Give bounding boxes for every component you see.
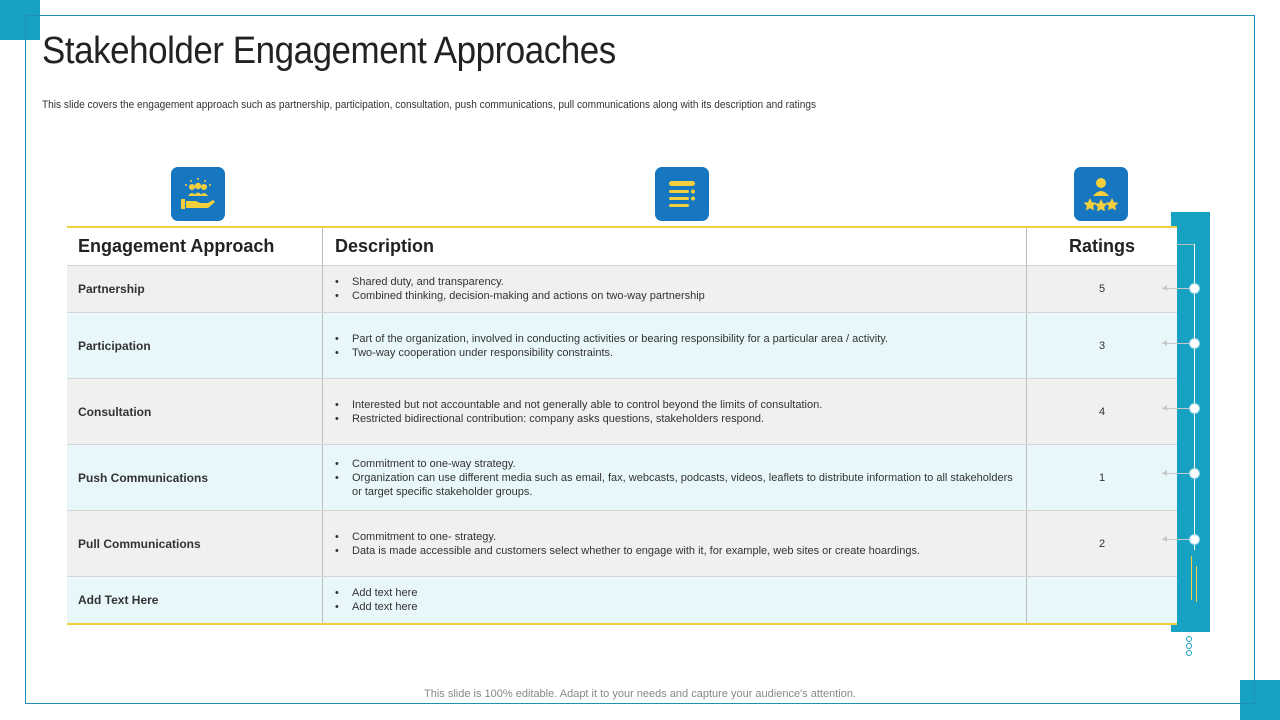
decorative-ring xyxy=(1186,643,1192,649)
description-cell xyxy=(323,379,1027,444)
table-row xyxy=(67,313,1177,379)
description-cell xyxy=(323,445,1027,510)
table-row xyxy=(67,577,1177,623)
header-description: Description xyxy=(323,228,1027,265)
approach-cell: Add Text Here xyxy=(67,577,323,623)
engagement-table xyxy=(67,226,1177,625)
description-bullet: • Shared duty, and transparency. xyxy=(335,275,705,289)
description-bullet: • Commitment to one-way strategy. xyxy=(335,457,1014,471)
rating-cell: 2 xyxy=(1098,537,1106,550)
table-header-row xyxy=(67,228,1177,266)
rating-node xyxy=(1189,403,1200,414)
list-document-icon xyxy=(655,167,709,221)
table-row xyxy=(67,266,1177,313)
description-cell xyxy=(323,511,1027,576)
rating-node xyxy=(1189,283,1200,294)
approach-cell: Participation xyxy=(67,313,323,378)
rating-node xyxy=(1189,468,1200,479)
page-subtitle: This slide covers the engagement approach such as partnership, participation, consultation, push communications, pull communications along with its description and ratings xyxy=(42,99,817,111)
rating-arrow xyxy=(1162,408,1192,409)
handshake-people-icon xyxy=(171,167,225,221)
description-bullet: • Data is made accessible and customers select whether to engage with it, for example, web sites or create hoardings. xyxy=(335,544,920,558)
description-bullet: • Part of the organization, involved in conducting activities or bearing responsibility for a particular area / activity. xyxy=(335,332,888,346)
rating-cell: 4 xyxy=(1098,405,1106,418)
rating-cell xyxy=(1027,577,1177,623)
approach-cell: Partnership xyxy=(67,266,323,312)
description-cell xyxy=(323,266,1027,312)
header-approach: Engagement Approach xyxy=(67,228,323,265)
description-bullet: • Interested but not accountable and not generally able to control beyond the limits of consultation. xyxy=(335,398,822,412)
decorative-yellow-line xyxy=(1191,556,1192,600)
description-bullet: • Add text here xyxy=(335,600,417,614)
rating-cell: 5 xyxy=(1098,283,1106,295)
description-cell xyxy=(323,577,1027,623)
table-row xyxy=(67,379,1177,445)
description-bullet: • Restricted bidirectional contribution: company asks questions, stakeholders respond. xyxy=(335,412,822,426)
table-row xyxy=(67,445,1177,511)
footer-note: This slide is 100% editable. Adapt it to your needs and capture your audience's attention. xyxy=(424,688,856,700)
page-title: Stakeholder Engagement Approaches xyxy=(42,30,616,72)
rating-arrow xyxy=(1162,539,1192,540)
rating-node xyxy=(1189,534,1200,545)
description-bullet: • Combined thinking, decision-making and actions on two-way partnership xyxy=(335,289,705,303)
table-row xyxy=(67,511,1177,577)
person-rating-stars-icon xyxy=(1074,167,1128,221)
approach-cell: Consultation xyxy=(67,379,323,444)
rating-cell: 3 xyxy=(1098,339,1106,352)
decorative-ring xyxy=(1186,636,1192,642)
approach-cell: Pull Communications xyxy=(67,511,323,576)
description-bullet: • Two-way cooperation under responsibility constraints. xyxy=(335,346,888,360)
rating-arrow xyxy=(1162,288,1192,289)
approach-cell: Push Communications xyxy=(67,445,323,510)
decorative-ring xyxy=(1186,650,1192,656)
header-ratings: Ratings xyxy=(1068,236,1135,256)
description-bullet: • Commitment to one- strategy. xyxy=(335,530,920,544)
rating-cell: 1 xyxy=(1098,471,1106,484)
description-bullet: • Add text here xyxy=(335,586,417,600)
description-cell xyxy=(323,313,1027,378)
rating-node xyxy=(1189,338,1200,349)
rating-arrow xyxy=(1162,473,1192,474)
decorative-yellow-line xyxy=(1196,566,1197,602)
description-bullet: • Organization can use different media such as email, fax, webcasts, podcasts, videos, leaflets to distribute information to all stakeholders or target specific stakeholder groups. xyxy=(335,471,1014,499)
rating-arrow xyxy=(1162,343,1192,344)
